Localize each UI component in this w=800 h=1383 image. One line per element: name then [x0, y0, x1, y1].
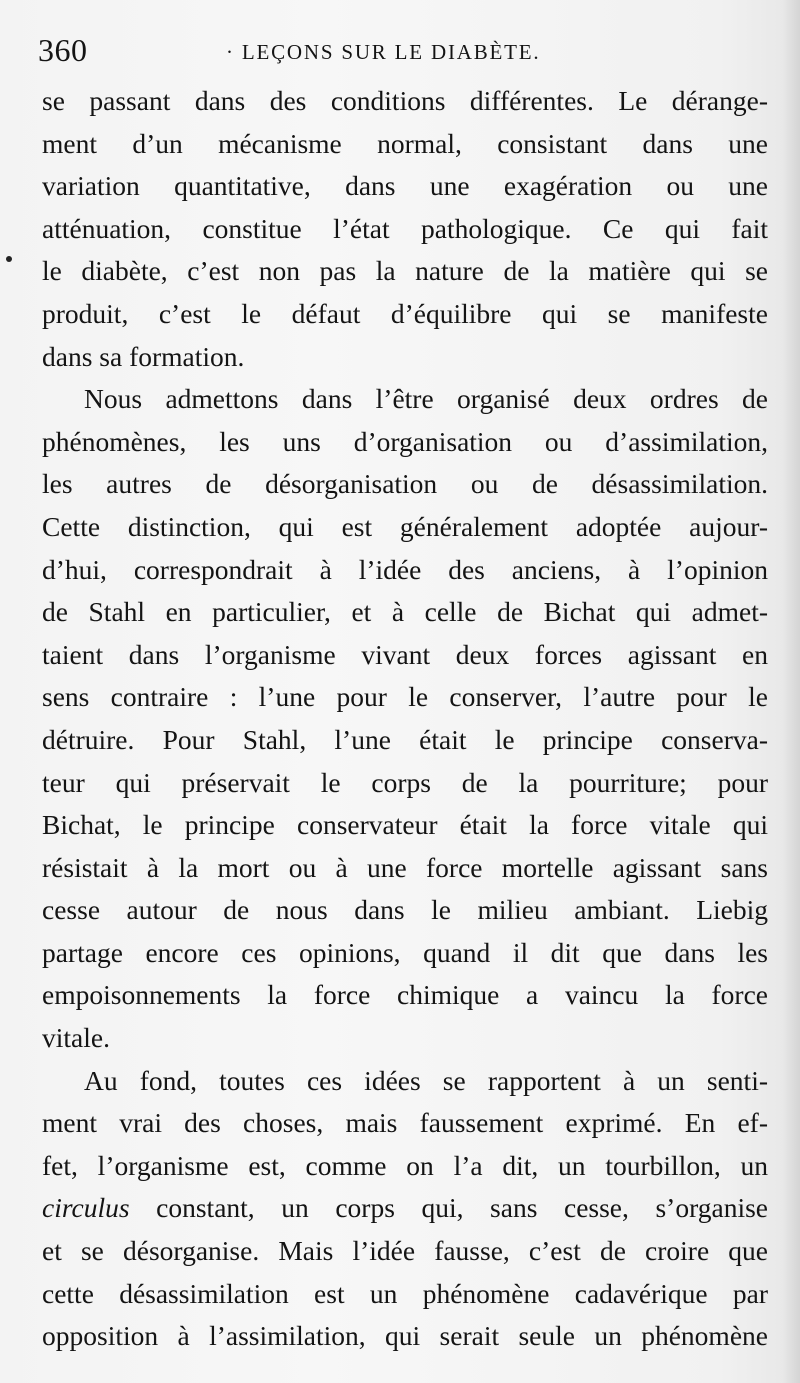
text-line: vitale. — [42, 1022, 110, 1054]
text-line-rest: constant, un corps qui, sans cesse, s’organise — [129, 1192, 768, 1224]
text-line: empoisonnements la force chimique a vaincu la force — [42, 979, 768, 1011]
paragraph-first-line: Au fond, toutes ces idées se rapportent à un senti- — [84, 1064, 768, 1096]
text-line: variation quantitative, dans une exagération ou une — [42, 170, 768, 202]
text-line: produit, c’est le défaut d’équilibre qui se manifeste — [42, 297, 768, 329]
text-line: partage encore ces opinions, quand il dit que dans les — [42, 936, 768, 968]
margin-ink-dot — [6, 256, 12, 262]
text-line: ment d’un mécanisme normal, consistant dans une — [42, 127, 768, 159]
text-line: cesse autour de nous dans le milieu ambiant. Liebig — [42, 894, 768, 926]
italic-word: circulus — [42, 1192, 130, 1224]
text-line: le diabète, c’est non pas la nature de la matière qui se — [42, 255, 768, 287]
body-text — [42, 80, 768, 1358]
text-line: détruire. Pour Stahl, l’une était le principe conserva- — [42, 723, 768, 755]
text-line: Cette distinction, qui est généralement adoptée aujour- — [42, 510, 768, 542]
text-line-with-italic — [42, 1187, 768, 1230]
page-number: 360 — [38, 32, 88, 68]
text-line: résistait à la mort ou à une force mortelle agissant sans — [42, 851, 768, 883]
text-line: sens contraire : l’une pour le conserver, l’autre pour le — [42, 681, 768, 713]
text-line: opposition à l’assimilation, qui serait seule un phénomène — [42, 1320, 768, 1352]
text-line: de Stahl en particulier, et à celle de Bichat qui admet- — [42, 596, 768, 628]
paragraph-first-line: Nous admettons dans l’être organisé deux ordres de — [84, 383, 768, 415]
running-title: · LEÇONS SUR LE DIABÈTE. — [226, 40, 541, 64]
text-line: taient dans l’organisme vivant deux forces agissant en — [42, 638, 768, 670]
page-header — [38, 30, 778, 70]
text-line: d’hui, correspondrait à l’idée des anciens, à l’opinion — [42, 553, 768, 585]
text-line: ment vrai des choses, mais faussement exprimé. En ef- — [42, 1107, 768, 1139]
text-line: se passant dans des conditions différentes. Le dérange- — [42, 85, 768, 116]
text-line: teur qui préservait le corps de la pourriture; pour — [42, 766, 768, 798]
text-line: phénomènes, les uns d’organisation ou d’assimilation, — [42, 425, 768, 457]
text-line: et se désorganise. Mais l’idée fausse, c’est de croire que — [42, 1235, 768, 1267]
page-edge-shadow — [782, 0, 800, 1383]
text-line: dans sa formation. — [42, 340, 245, 372]
text-line: atténuation, constitue l’état pathologique. Ce qui fait — [42, 212, 768, 244]
text-line: Bichat, le principe conservateur était la force vitale qui — [42, 809, 768, 841]
text-line: fet, l’organisme est, comme on l’a dit, un tourbillon, un — [42, 1149, 768, 1181]
text-line: cette désassimilation est un phénomène cadavérique par — [42, 1277, 768, 1309]
text-line: les autres de désorganisation ou de désassimilation. — [42, 468, 768, 500]
